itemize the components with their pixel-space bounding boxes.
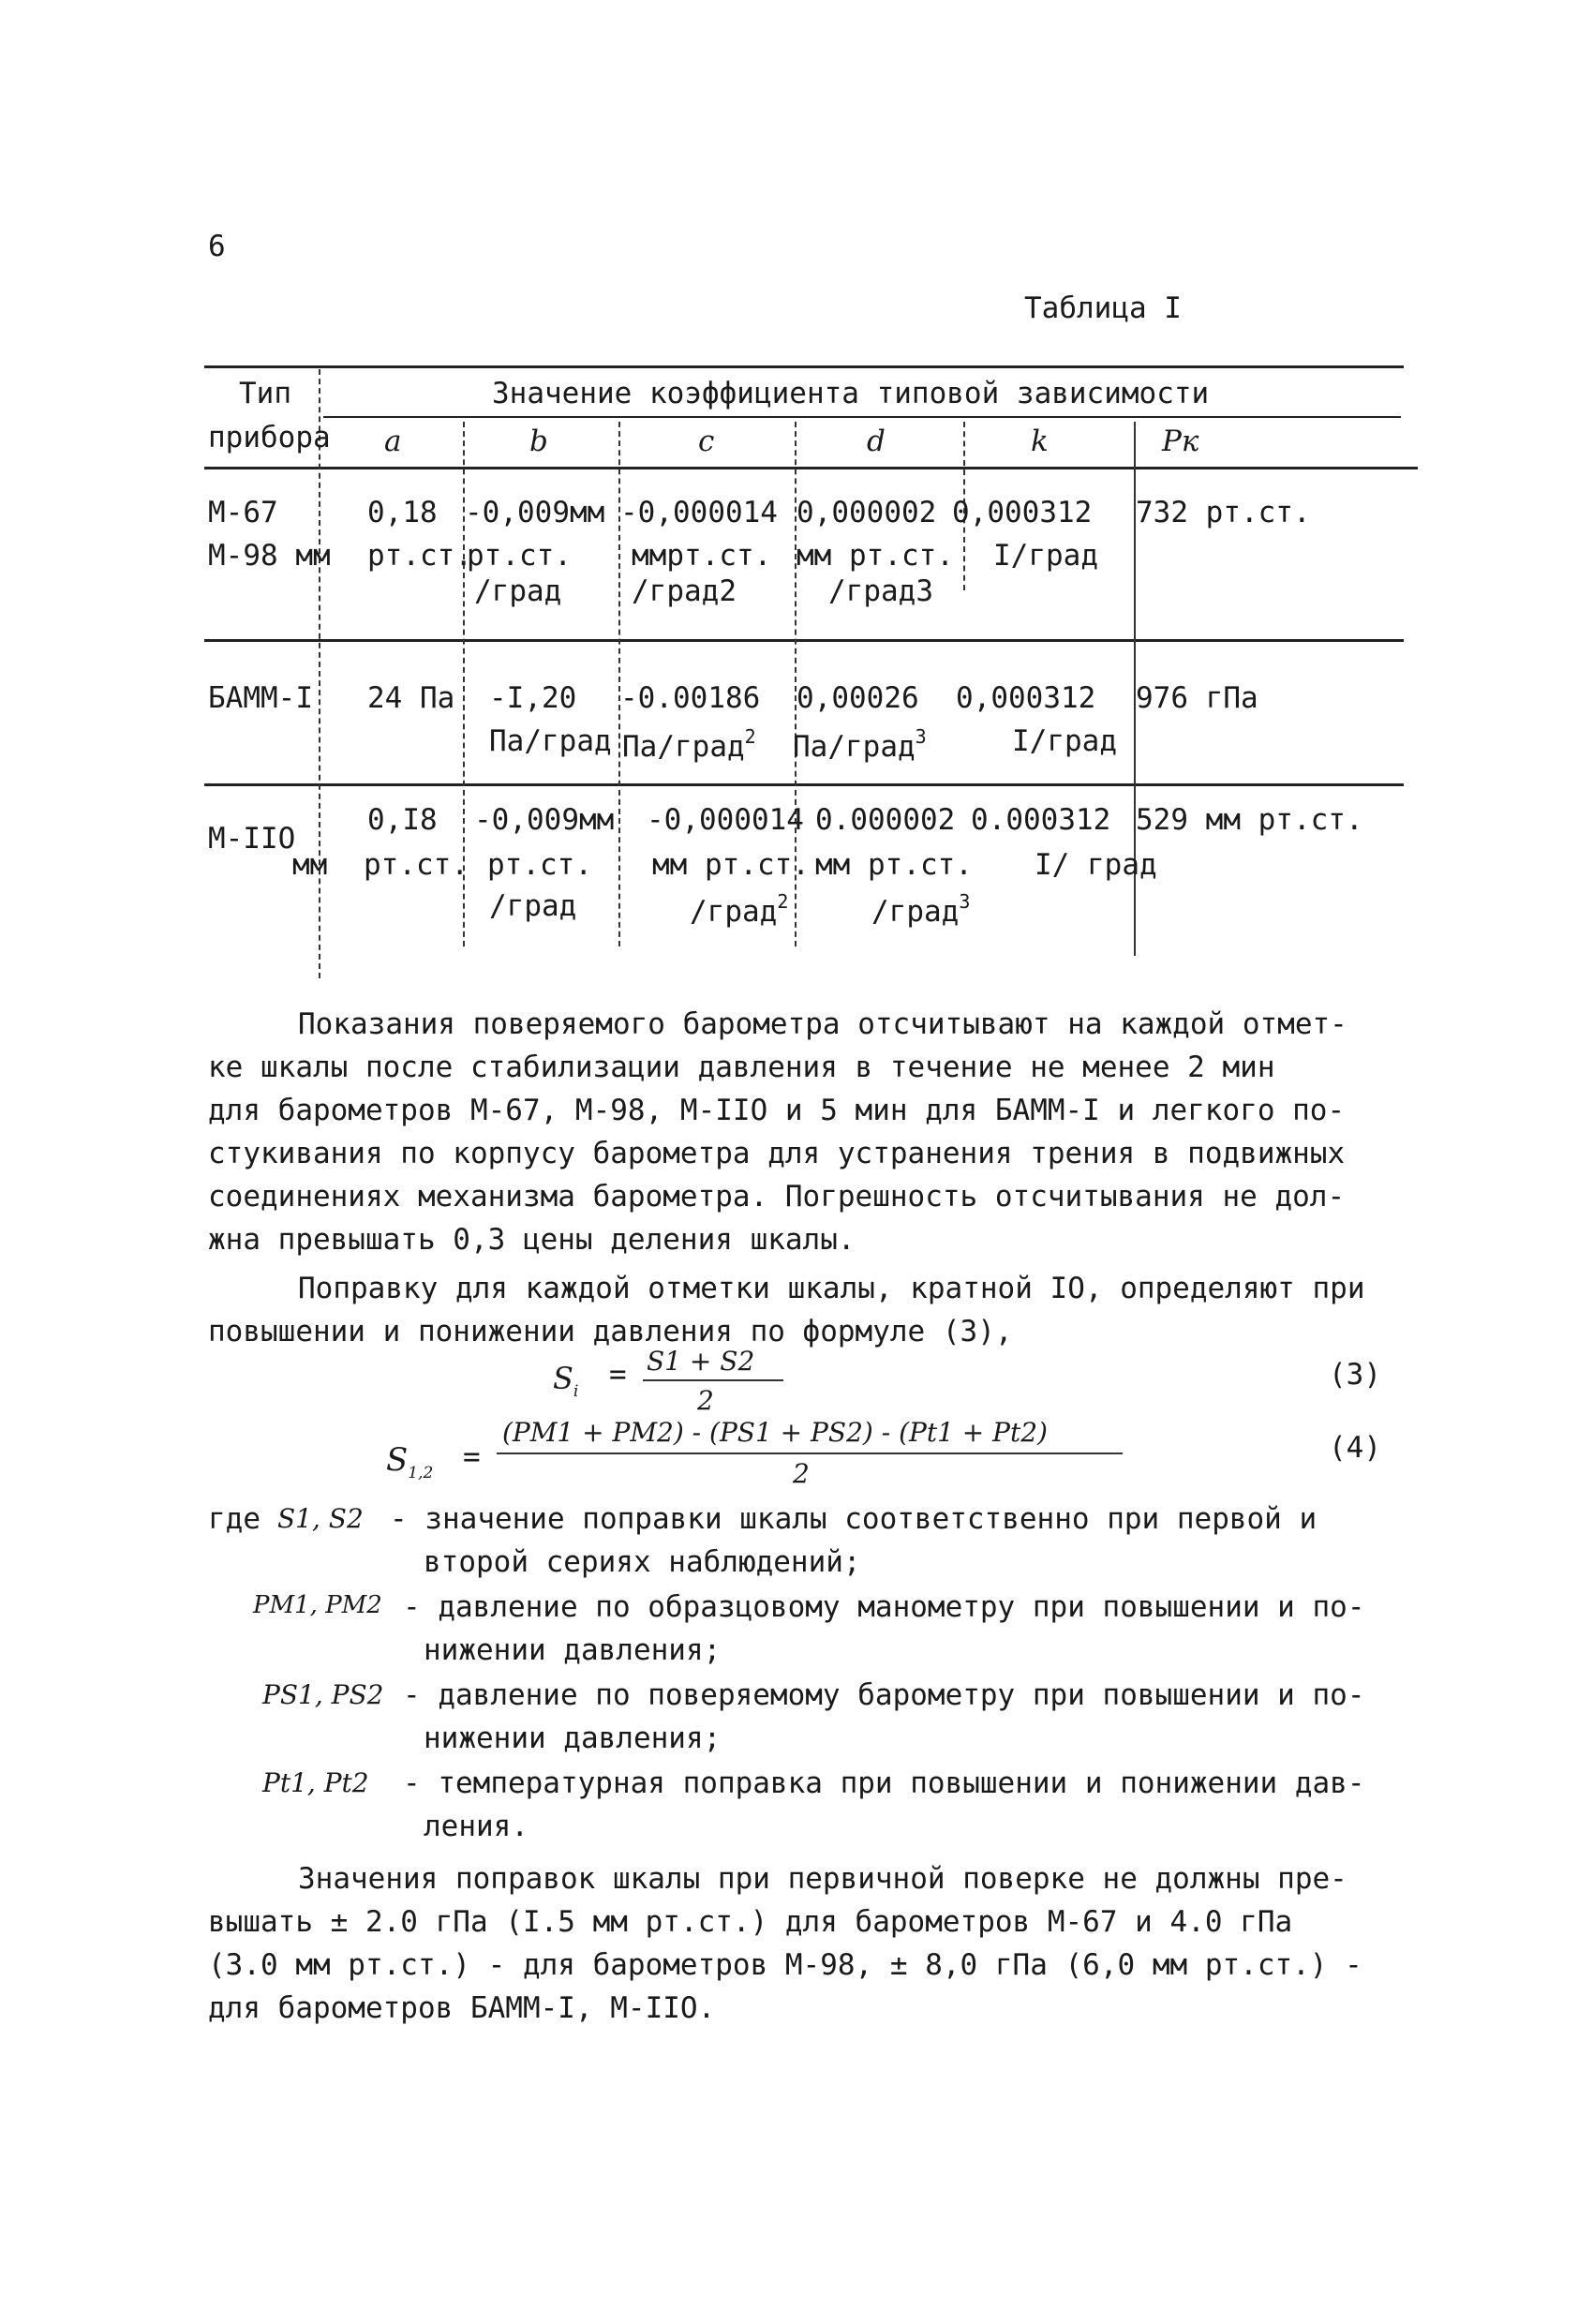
table-cell: -0,009мм [474, 803, 615, 837]
legend-symbols: Pt1, Pt2 [262, 1767, 369, 1798]
formula-lhs: $S_i$ [553, 1361, 579, 1401]
legend-text: нижении давления; [424, 1633, 722, 1667]
legend-text: - температурная поправка при повышении и понижении дав- [403, 1766, 1365, 1800]
page-number: 6 [208, 230, 226, 263]
table-cell: -0.00186 [620, 681, 761, 715]
legend-symbols: PM1, PM2 [253, 1591, 382, 1619]
table-cell: рт.ст. [367, 539, 472, 573]
table-cell: рт.ст. [487, 848, 592, 882]
table-cell: /град3 [828, 574, 933, 608]
formula-lhs: $S_{1,2}$ [386, 1441, 434, 1482]
table-cell: мм [292, 848, 328, 882]
text-line: Поправку для каждой отметки шкалы, кратной IO, определяют при [298, 1272, 1365, 1305]
formula-number: (3) [1329, 1358, 1381, 1392]
formula-numerator: S1 + S2 [647, 1346, 755, 1377]
table-column-rule [319, 369, 320, 978]
legend-text: - значение поправки шкалы соответственно при первой и [390, 1502, 1318, 1536]
table-cell: мм рт.ст. [815, 848, 973, 882]
legend-intro: где [208, 1502, 261, 1536]
formula-equals: = [609, 1358, 627, 1392]
table-cell: ммрт.ст. [632, 539, 772, 573]
table-cell: рт.ст. [364, 848, 469, 882]
table-cell: I/град [1012, 724, 1117, 758]
table-cell: /град2 [632, 574, 737, 608]
table-cell: -0,009мм [465, 496, 605, 529]
table-cell: 732 рт.ст. [1136, 496, 1311, 529]
text-line: вышать ± 2.0 гПа (I.5 мм рт.ст.) для барометров М-67 и 4.0 гПа [208, 1905, 1293, 1939]
formula-numerator: (PM1 + PM2) - (PS1 + PS2) - (Pt1 + Pt2) [502, 1417, 1048, 1448]
formula-denominator: 2 [793, 1458, 810, 1489]
coef-symbol: b [529, 425, 548, 458]
text-line: соединениях механизма барометра. Погрешность отсчитывания не дол- [208, 1180, 1346, 1214]
table-cell: -0,000014 [647, 803, 804, 837]
legend-text: ления. [424, 1810, 529, 1843]
table-top-rule [204, 365, 1404, 368]
formula-denominator: 2 [697, 1385, 714, 1416]
table-cell: 0,000312 [952, 496, 1093, 529]
table-cell: рт.ст. [467, 539, 572, 573]
table-cell: -I,20 [489, 681, 577, 715]
formula-equals: = [463, 1440, 481, 1474]
table-cell: Па/град$^3$ [793, 725, 927, 764]
fraction-bar [643, 1379, 783, 1381]
column-header-type: прибора [208, 421, 331, 454]
formula-number: (4) [1329, 1431, 1381, 1465]
column-header-type: Тип [239, 377, 291, 410]
table-cell: М-98 мм [208, 539, 331, 573]
text-line: Значения поправок шкалы при первичной поверке не должны пре- [298, 1862, 1347, 1896]
text-line: повышении и понижении давления по формуле (3), [208, 1315, 1013, 1348]
legend-text: второй сериях наблюдений; [424, 1545, 861, 1579]
table-cell: БАММ-I [208, 681, 313, 715]
table-cell: Па/град [489, 724, 612, 758]
table-cell: /град [489, 889, 577, 923]
table-cell: мм рт.ст. [796, 539, 954, 573]
table-cell: I/ град [1035, 848, 1157, 882]
coef-symbol: d [867, 425, 886, 458]
legend-text: - давление по поверяемому барометру при повышении и по- [403, 1678, 1365, 1712]
text-line: (3.0 мм рт.ст.) - для барометров М-98, ± 8,0 гПа (6,0 мм рт.ст.) - [208, 1948, 1362, 1982]
table-cell: /град$^2$ [690, 890, 789, 929]
table-cell: /град [474, 574, 562, 608]
table-cell: М-IIO [208, 822, 296, 856]
table-cell: 0,I8 [367, 803, 438, 837]
text-line: для барометров БАММ-I, М-IIO. [208, 1991, 716, 2025]
legend-symbols: PS1, PS2 [262, 1679, 384, 1710]
text-line: ке шкалы после стабилизации давления в течение не менее 2 мин [208, 1050, 1275, 1084]
table-cell: 0,000312 [956, 681, 1096, 715]
table-cell: Па/град$^2$ [622, 725, 756, 764]
text-line: Показания поверяемого барометра отсчитывают на каждой отмет- [298, 1007, 1347, 1041]
table-cell: 0.000312 [971, 803, 1111, 837]
fraction-bar [497, 1452, 1123, 1454]
text-line: стукивания по корпусу барометра для устранения трения в подвижных [208, 1137, 1346, 1170]
table-header-bottom-rule [204, 467, 1418, 469]
coef-symbol: Pк [1162, 425, 1199, 458]
text-line: жна превышать 0,3 цены деления шкалы. [208, 1223, 856, 1257]
table-caption: Таблица I [1024, 291, 1182, 325]
table-cell: I/град [993, 539, 1098, 573]
text-line: для барометров М-67, М-98, М-IIO и 5 мин для БАММ-I и легкого по- [208, 1094, 1346, 1127]
table-cell: 529 мм рт.ст. [1136, 803, 1363, 837]
table-cell: 24 Па [367, 681, 455, 715]
table-cell: 0,000002 [796, 496, 937, 529]
table-row-divider [204, 783, 1404, 786]
legend-text: нижении давления; [424, 1721, 722, 1755]
table-cell: 0.000002 [815, 803, 956, 837]
legend-symbols: S1, S2 [277, 1503, 364, 1534]
table-row-divider [204, 639, 1404, 642]
coef-symbol: k [1031, 425, 1049, 458]
table-cell: /град$^3$ [871, 890, 971, 929]
column-header-span: Значение коэффициента типовой зависимости [492, 377, 1210, 410]
table-cell: 0,00026 [796, 681, 919, 715]
table-cell: М-67 [208, 496, 278, 529]
table-cell: мм рт.ст. [652, 848, 810, 882]
table-cell: 0,18 [367, 496, 438, 529]
coef-symbol: a [384, 425, 402, 458]
legend-text: - давление по образцовому манометру при повышении и по- [403, 1590, 1365, 1624]
table-cell: 976 гПа [1136, 681, 1258, 715]
coef-symbol: c [698, 425, 715, 458]
table-header-rule [323, 416, 1401, 418]
table-cell: -0,000014 [620, 496, 778, 529]
